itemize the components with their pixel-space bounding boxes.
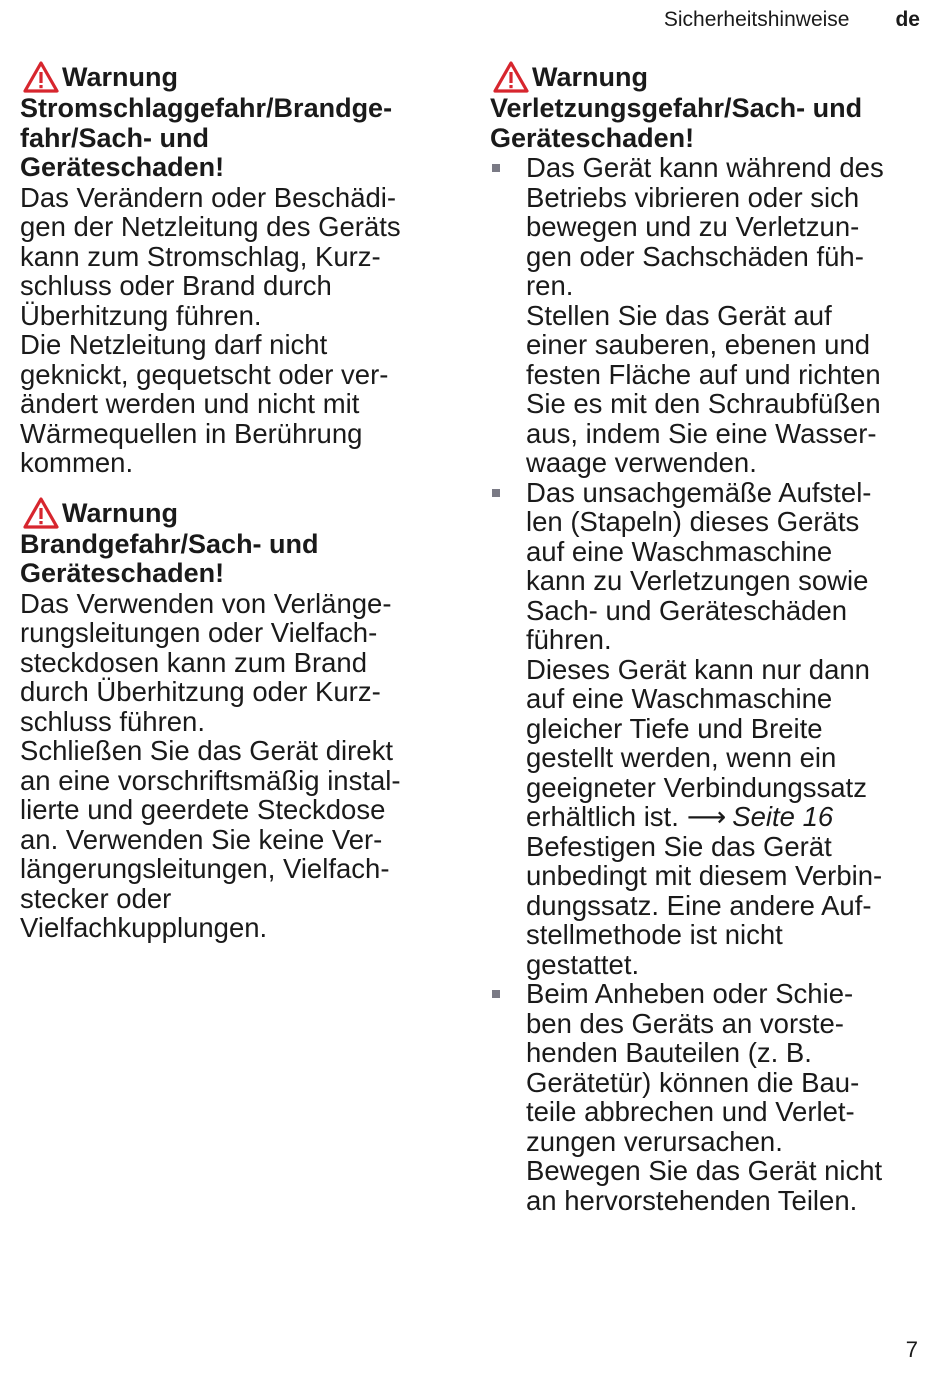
text-line: Bewegen Sie das Gerät nicht [526,1155,883,1186]
text-line: auf eine Waschmaschine [526,683,833,714]
warning-block-electric [20,60,450,478]
page-number: 7 [905,1337,918,1362]
warning-block-fire [20,496,450,943]
text-line: kann zum Stromschlag, Kurz- [20,240,381,272]
square-bullet-icon [492,164,500,172]
paragraph [526,655,930,832]
text-line: dungssatz. Eine andere Auf- [526,889,872,921]
text-line: schluss führen. [20,705,205,737]
text-line: auf eine Waschmaschine [526,535,833,567]
paragraph [526,301,930,478]
text-line: Wärmequellen in Berührung [20,417,363,449]
text-line: rungsleitungen oder Vielfach- [20,617,378,648]
reference-line [526,802,930,832]
warning-title: Warnung [62,62,178,92]
arrow-right-icon: ⟶ [686,801,727,832]
text-line: an eine vorschriftsmäßig instal- [20,764,401,796]
text-line: Schließen Sie das Gerät direkt [20,735,393,766]
paragraph [526,832,930,980]
paragraph [20,736,450,943]
text-line: steckdosen kann zum Brand [20,646,367,678]
left-column [20,60,450,961]
text-line: ändert werden und nicht mit [20,388,360,419]
text-line: einer sauberen, ebenen und [526,329,871,360]
text-line: gen oder Sachschäden füh- [526,240,864,272]
text-line: unbedingt mit diesem Verbin- [526,860,883,891]
square-bullet-icon [492,990,500,998]
warning-title: Warnung [62,497,178,528]
warning-subtitle [20,530,450,589]
text-line: waage verwenden. [526,447,757,478]
text-line: an hervorstehenden Teilen. [526,1184,858,1216]
paragraph [526,153,930,301]
page-reference-link[interactable]: Seite 16 [732,801,834,832]
text-line: gestellt werden, wenn ein [526,742,837,773]
text-line: an. Verwenden Sie keine Ver- [20,823,383,855]
paragraph [20,330,450,478]
text-line: Vielfachkupplungen. [20,912,268,943]
text-line: Stellen Sie das Gerät auf [526,299,832,331]
text-line: Dieses Gerät kann nur dann [526,653,870,685]
warning-heading [20,60,450,94]
text-line: kann zu Verletzungen sowie [526,565,869,596]
text-line: Die Netzleitung darf nicht [20,329,328,360]
subtitle-line: fahr/Sach- und [20,122,210,153]
text-line: Beim Anheben oder Schie- [526,978,854,1009]
warning-heading [20,496,450,530]
paragraph [526,1156,930,1215]
square-bullet-icon [492,489,500,497]
paragraph [20,589,450,737]
warning-triangle-icon [492,60,530,94]
list-item [490,979,930,1215]
text-line: bewegen und zu Verletzun- [526,211,860,242]
right-column [490,60,930,1233]
text-line: Befestigen Sie das Gerät [526,830,832,862]
text-line: Das Verwenden von Verlänge- [20,587,392,619]
text-line: Das unsachgemäße Aufstel- [526,476,872,508]
text-line: Das Verändern oder Beschädi- [20,181,397,213]
text-line: henden Bauteilen (z. B. [526,1037,812,1068]
language-code: de [895,8,920,31]
text-line: kommen. [20,447,134,478]
bullet-list [490,153,930,1215]
text-line: geknickt, gequetscht oder ver- [20,358,389,390]
paragraph [526,979,930,1156]
text-line: lierte und geerdete Steckdose [20,794,386,825]
warning-subtitle [20,94,450,183]
warning-heading [490,60,930,94]
text-line: durch Überhitzung oder Kurz- [20,676,381,707]
subtitle-line: Stromschlaggefahr/Brandge- [20,93,393,123]
subtitle-line: Geräteschaden! [20,558,225,588]
page-header [664,8,920,34]
paragraph [526,478,930,655]
text-line: zungen verursachen. [526,1125,783,1157]
text-line: teile abbrechen und Verlet- [526,1096,855,1127]
warning-title: Warnung [532,62,648,92]
subtitle-line: Geräteschaden! [20,152,225,182]
list-item [490,478,930,980]
subtitle-line: Verletzungsgefahr/Sach- und [490,93,863,123]
warning-triangle-icon [22,60,60,94]
text-line: aus, indem Sie eine Wasser- [526,417,877,449]
text-line: ren. [526,270,574,301]
reference-text: erhältlich ist. [526,801,679,832]
text-line: führen. [526,624,612,655]
text-line: Überhitzung führen. [20,299,262,331]
warning-subtitle [490,94,930,153]
section-title: Sicherheitshinweise [663,8,850,31]
text-line: Betriebs vibrieren oder sich [526,181,860,213]
text-line: Sie es mit den Schraubfüßen [526,388,881,419]
text-line: stellmethode ist nicht [526,919,783,950]
text-line: festen Fläche auf und richten [526,358,881,390]
text-line: schluss oder Brand durch [20,270,332,301]
warning-triangle-icon [22,496,60,530]
text-line: stecker oder [20,882,172,914]
text-line: Sach- und Geräteschäden [526,594,848,626]
text-line: len (Stapeln) dieses Geräts [526,506,860,537]
text-line: ben des Geräts an vorste- [526,1007,844,1039]
warning-block-injury [490,60,930,1215]
text-line: längerungsleitungen, Vielfach- [20,853,390,884]
text-line: Gerätetür) können die Bau- [526,1066,860,1098]
text-line: Das Gerät kann während des [526,152,884,183]
text-line: gleicher Tiefe und Breite [526,712,823,744]
subtitle-line: Geräteschaden! [490,122,695,153]
text-line: gen der Netzleitung des Geräts [20,211,401,242]
text-line: geeigneter Verbindungssatz [526,771,867,803]
list-item [490,153,930,478]
text-line: gestattet. [526,948,640,980]
subtitle-line: Brandgefahr/Sach- und [20,528,319,559]
paragraph [20,183,450,331]
